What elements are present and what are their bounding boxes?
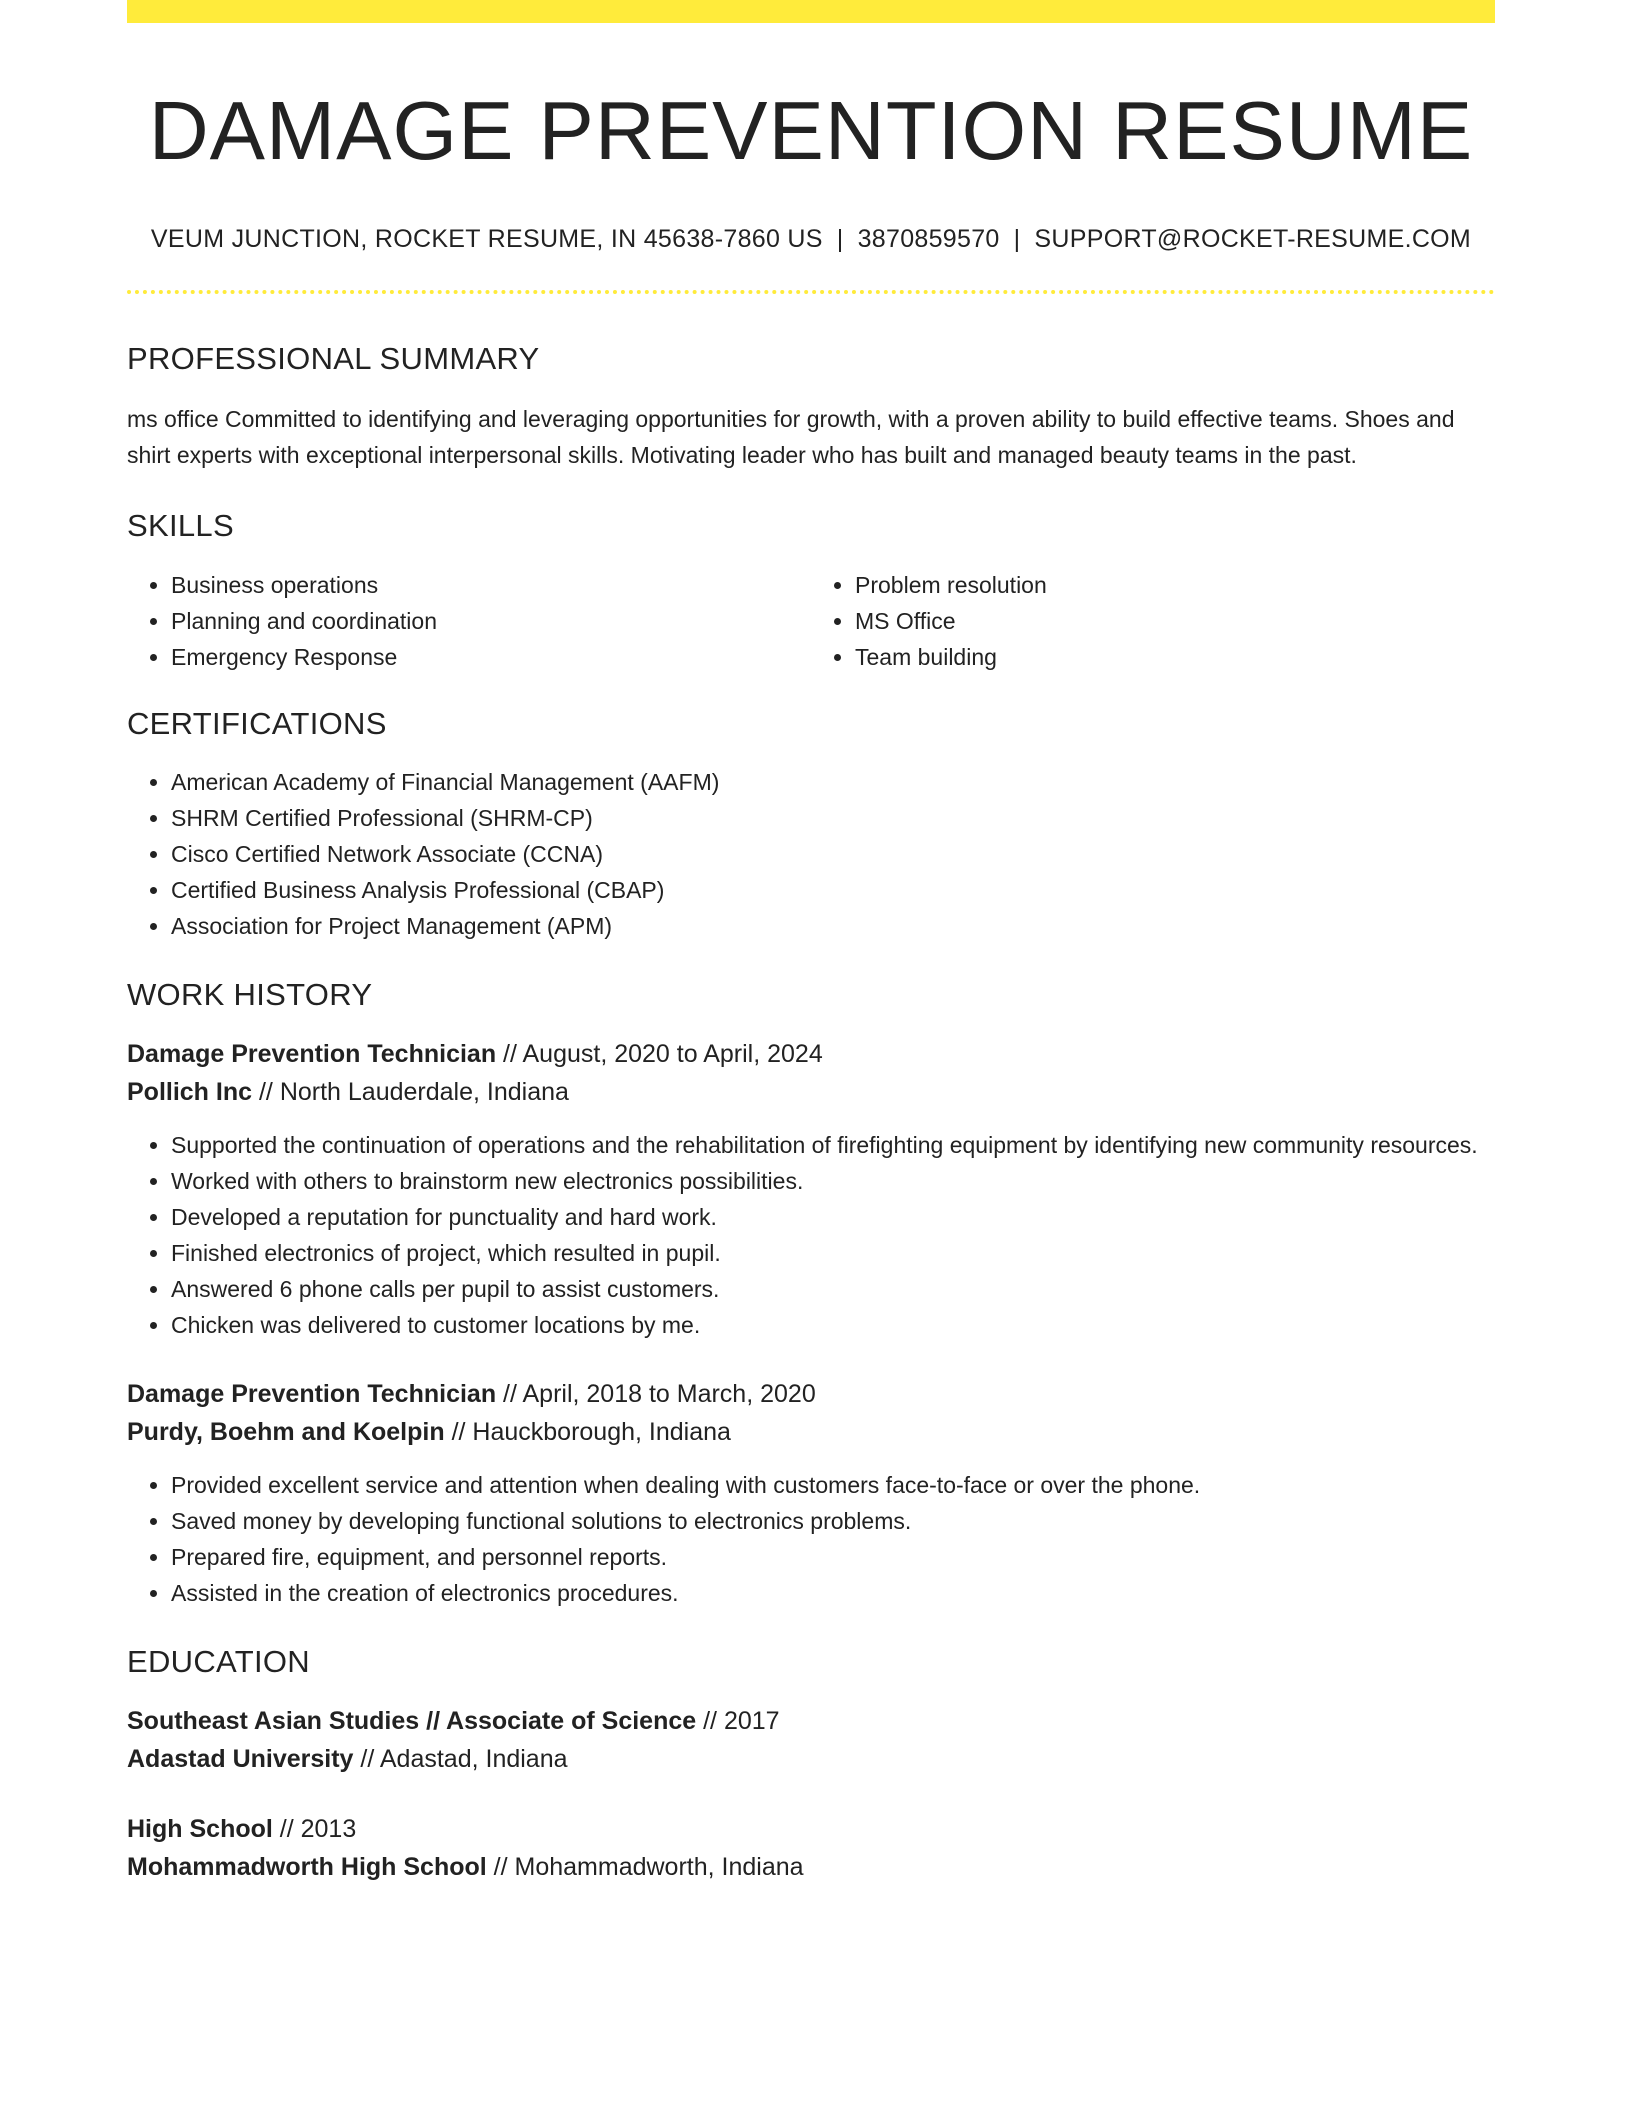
summary-heading: PROFESSIONAL SUMMARY: [127, 341, 540, 377]
job-bullets: [127, 1467, 1495, 1611]
job-company: Pollich Inc: [127, 1078, 253, 1107]
certification-item: • Certified Business Analysis Professional (CBAP): [171, 872, 1495, 908]
education-school-line: [127, 1740, 1495, 1778]
certifications-heading: CERTIFICATIONS: [127, 705, 387, 741]
education-school-line: [127, 1848, 1495, 1886]
job-entry: [127, 1375, 1495, 1611]
job-bullets: [127, 1127, 1495, 1343]
job-bullet: • Answered 6 phone calls per pupil to assist customers.: [171, 1271, 1495, 1307]
education-degree-line: [127, 1810, 1495, 1848]
work-history-heading: WORK HISTORY: [127, 976, 373, 1012]
skill-item: • MS Office: [855, 603, 1495, 639]
education-school: Adastad University: [127, 1745, 354, 1774]
education-entry: [127, 1702, 1495, 1778]
top-accent-bar: [127, 0, 1495, 23]
job-bullet: • Saved money by developing functional solutions to electronics problems.: [171, 1503, 1495, 1539]
education-location: // Adastad, Indiana: [353, 1745, 568, 1774]
certifications-list: [127, 764, 1495, 944]
education-degree-line: [127, 1702, 1495, 1740]
education-school: Mohammadworth High School: [127, 1853, 487, 1882]
job-bullet: • Prepared fire, equipment, and personnel reports.: [171, 1539, 1495, 1575]
education-year: // 2017: [696, 1707, 780, 1736]
education-degree: Southeast Asian Studies // Associate of Science: [127, 1707, 697, 1736]
education-heading: EDUCATION: [127, 1644, 310, 1680]
skill-item: • Planning and coordination: [171, 603, 811, 639]
job-bullet: • Provided excellent service and attention when dealing with customers face-to-face or over the phone.: [171, 1467, 1495, 1503]
job-bullet: • Developed a reputation for punctuality and hard work.: [171, 1199, 1495, 1235]
education-degree: High School: [127, 1815, 273, 1844]
education-location: // Mohammadworth, Indiana: [486, 1853, 804, 1882]
resume-title: DAMAGE PREVENTION RESUME: [148, 84, 1474, 177]
job-location: // North Lauderdale, Indiana: [252, 1078, 569, 1107]
contact-separator: |: [1013, 225, 1021, 254]
contact-line: [127, 224, 1495, 254]
skills-column-right: [811, 567, 1495, 675]
certification-item: • Association for Project Management (APM): [171, 908, 1495, 944]
certification-item: • Cisco Certified Network Associate (CCNA): [171, 836, 1495, 872]
skill-item: • Problem resolution: [855, 567, 1495, 603]
job-bullet: • Supported the continuation of operations and the rehabilitation of firefighting equipment by identifying new community resources.: [171, 1127, 1495, 1163]
job-title: Damage Prevention Technician: [127, 1040, 497, 1069]
skills-heading: SKILLS: [127, 508, 234, 544]
job-company: Purdy, Boehm and Koelpin: [127, 1418, 445, 1447]
job-bullet: • Assisted in the creation of electronics procedures.: [171, 1575, 1495, 1611]
contact-address: VEUM JUNCTION, ROCKET RESUME, IN 45638-7860 US: [150, 225, 823, 254]
job-title: Damage Prevention Technician: [127, 1380, 497, 1409]
job-entry: [127, 1035, 1495, 1343]
job-dates: // August, 2020 to April, 2024: [496, 1040, 823, 1069]
skill-item: • Emergency Response: [171, 639, 811, 675]
job-bullet: • Finished electronics of project, which resulted in pupil.: [171, 1235, 1495, 1271]
summary-text: ms office Committed to identifying and leveraging opportunities for growth, with a proven ability to build effective teams. Shoes and shirt experts with exceptional interpersonal skills. Motivating leader who has built and managed beauty teams in the past.: [127, 406, 1455, 469]
dotted-divider: [127, 290, 1495, 294]
contact-email[interactable]: SUPPORT@ROCKET-RESUME.COM: [1034, 225, 1472, 254]
education-entry: [127, 1810, 1495, 1886]
job-company-line: [127, 1413, 1495, 1451]
job-company-line: [127, 1073, 1495, 1111]
education-year: // 2013: [272, 1815, 357, 1844]
resume-page: [127, 0, 1495, 1886]
contact-separator: |: [836, 225, 844, 254]
skills-column-left: [127, 567, 811, 675]
job-title-line: [127, 1035, 1495, 1073]
job-bullet: • Worked with others to brainstorm new electronics possibilities.: [171, 1163, 1495, 1199]
certification-item: • SHRM Certified Professional (SHRM-CP): [171, 800, 1495, 836]
job-bullet: • Chicken was delivered to customer locations by me.: [171, 1307, 1495, 1343]
job-location: // Hauckborough, Indiana: [444, 1418, 731, 1447]
skill-item: • Business operations: [171, 567, 811, 603]
certification-item: • American Academy of Financial Management (AAFM): [171, 764, 1495, 800]
job-dates: // April, 2018 to March, 2020: [496, 1380, 816, 1409]
skills-list: [127, 567, 1495, 675]
contact-phone[interactable]: 3870859570: [857, 225, 1000, 254]
job-title-line: [127, 1375, 1495, 1413]
skill-item: • Team building: [855, 639, 1495, 675]
